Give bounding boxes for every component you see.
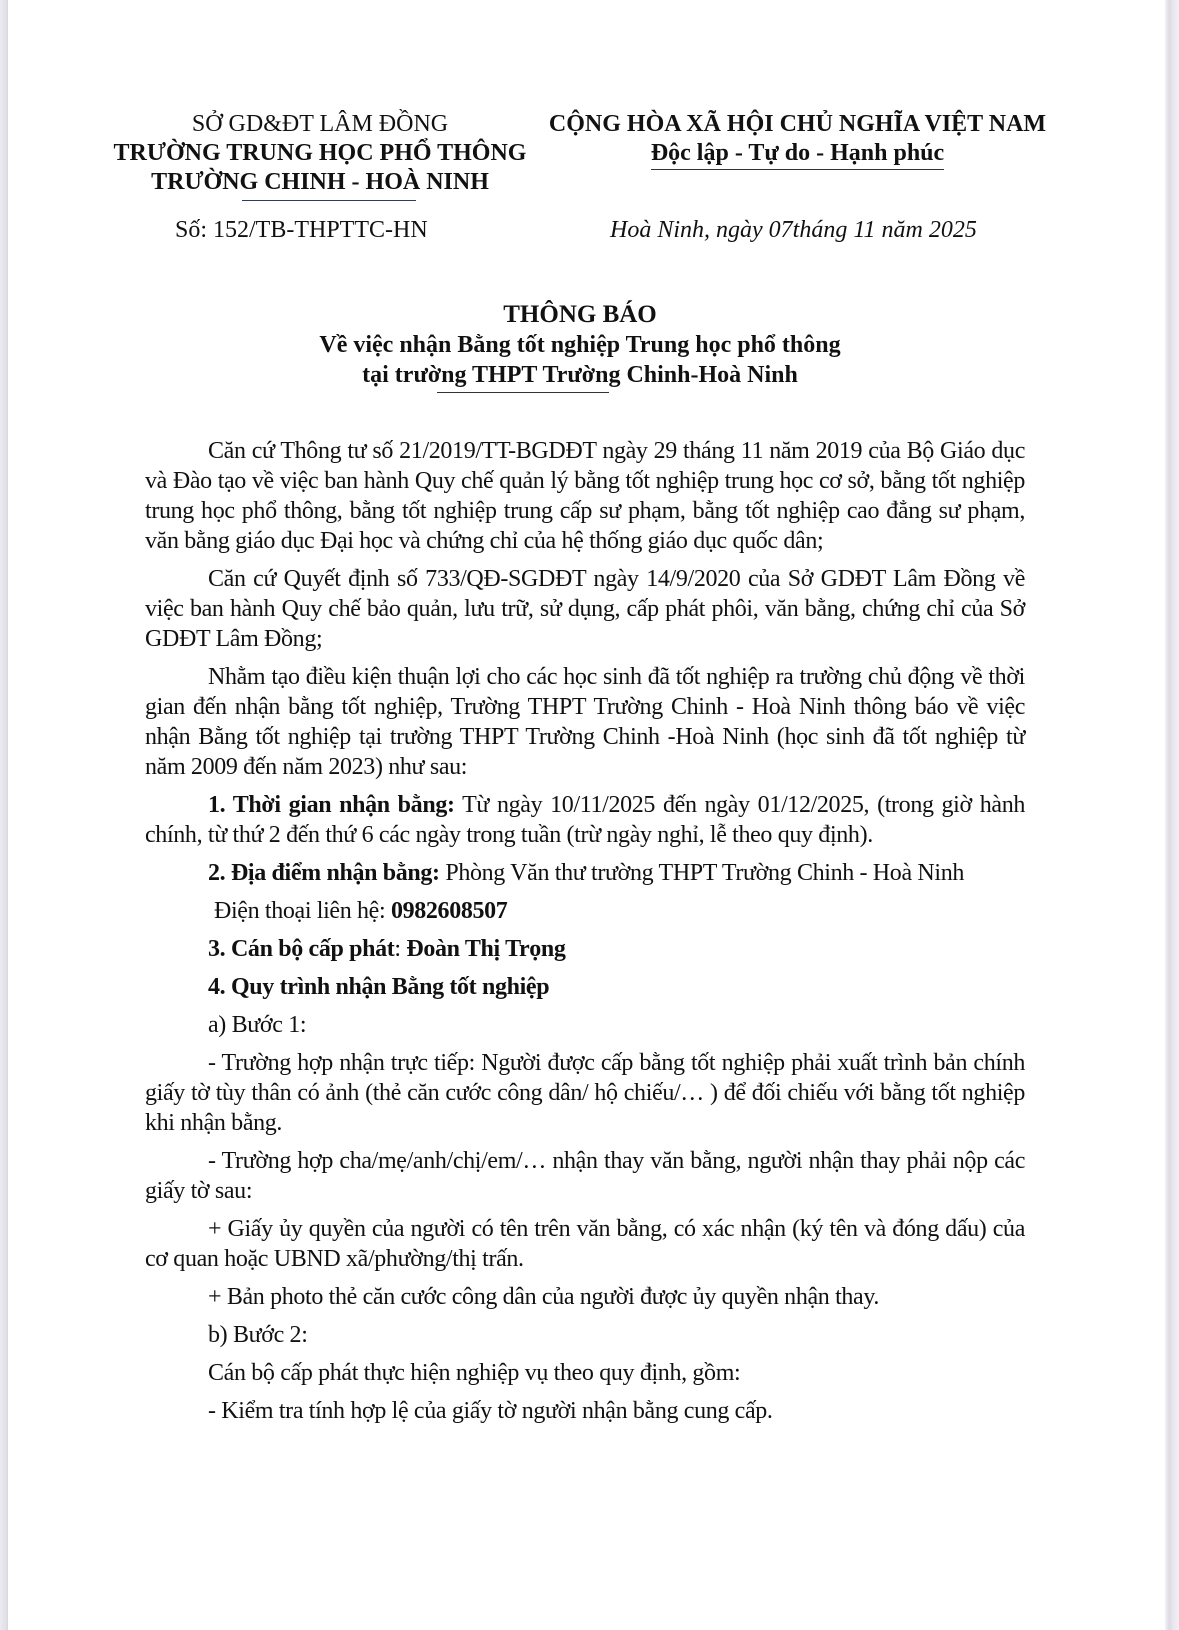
item-officer [145,934,1025,964]
proxy-document-2: + Bản photo thẻ căn cước công dân của người được ủy quyền nhận thay. [208,1284,880,1310]
step1-proxy-pickup: - Trường hợp cha/mẹ/anh/chị/em/… nhận thay văn bằng, người nhận thay phải nộp các giấy tờ sau: [145,1148,1025,1204]
school-name-line1: TRƯỜNG TRUNG HỌC PHỔ THÔNG [113,140,527,166]
item-procedure-heading: 4. Quy trình nhận Bằng tốt nghiệp [208,974,550,1000]
item-time-text: Từ ngày 10/11/2025 đến ngày 01/12/2025, (trong giờ hành chính, từ thứ 2 đến thứ 6 các ngày trong tuần (trừ ngày nghỉ, lễ theo quy định). [145,792,1025,848]
country-name: CỘNG HÒA XÃ HỘI CHỦ NGHĨA VIỆT NAM [548,111,1047,137]
step1-direct-pickup: - Trường hợp nhận trực tiếp: Người được cấp bằng tốt nghiệp phải xuất trình bản chính giấy tờ tùy thân có ảnh (thẻ căn cước công dân/ hộ chiếu/… ) để đối chiếu với bằng tốt nghiệp khi nhận bằng. [145,1050,1025,1136]
step1-label: a) Bước 1: [208,1012,307,1038]
phone-number: 0982608507 [390,898,508,924]
agency-name: SỞ GD&ĐT LÂM ĐỒNG [191,111,449,137]
phone-label: Điện thoại liên hệ: [214,898,391,924]
officer-name: Đoàn Thị Trọng [406,936,566,962]
contact-phone [145,896,1025,926]
step2-intro: Cán bộ cấp phát thực hiện nghiệp vụ theo quy định, gồm: [208,1360,741,1386]
purpose-paragraph: Nhằm tạo điều kiện thuận lợi cho các học sinh đã tốt nghiệp ra trường chủ động về thời gian đến nhận bằng tốt nghiệp, Trường THPT Trường Chinh - Hoà Ninh thông báo về việc nhận Bằng tốt nghiệp tại trường THPT Trường Chinh -Hoà Ninh (học sinh đã tốt nghiệp từ năm 2009 đến năm 2023) như sau: [145,664,1025,780]
page-edge-left [0,0,8,1630]
step2-item-1: - Kiểm tra tính hợp lệ của giấy tờ người nhận bằng cung cấp. [208,1398,773,1424]
issuer-block [90,110,550,201]
item-officer-colon: : [394,936,407,962]
school-name-line2: TRƯỜNG CHINH - HOÀ NINH [151,169,489,195]
page-edge-right [1165,0,1179,1630]
title-underline [437,392,609,393]
national-motto: Độc lập - Tự do - Hạnh phúc [651,139,944,170]
document-body [145,436,1025,1426]
item-officer-label: 3. Cán bộ cấp phát [208,936,395,962]
step2-label: b) Bước 2: [208,1322,308,1348]
national-heading [525,110,1070,170]
legal-basis-1: Căn cứ Thông tư số 21/2019/TT-BGDĐT ngày 29 tháng 11 năm 2019 của Bộ Giáo dục và Đào tạo về việc ban hành Quy chế quản lý bằng tốt nghiệp trung học cơ sở, bằng tốt nghiệp trung học phổ thông, bằng tốt nghiệp trung cấp sư phạm, bằng tốt nghiệp cao đẳng sư phạm, văn bằng giáo dục Đại học và chứng chỉ của hệ thống giáo dục quốc dân; [145,438,1025,554]
item-time-label: 1. Thời gian nhận bằng: [208,792,455,818]
proxy-document-1: + Giấy ủy quyền của người có tên trên văn bằng, có xác nhận (ký tên và đóng dấu) của cơ quan hoặc UBND xã/phường/thị trấn. [145,1216,1025,1272]
legal-basis-2: Căn cứ Quyết định số 733/QĐ-SGDĐT ngày 14/9/2020 của Sở GDĐT Lâm Đồng về việc ban hành Quy chế bảo quản, lưu trữ, sử dụng, cấp phát phôi, văn bằng, chứng chỉ của Sở GDĐT Lâm Đồng; [145,566,1025,652]
place-and-date: Hoà Ninh, ngày 07tháng 11 năm 2025 [610,217,977,243]
document-number: Số: 152/TB-THPTTC-HN [175,217,428,243]
item-location-text: Phòng Văn thư trường THPT Trường Chinh - Hoà Ninh [439,860,964,886]
title-subject-line1: Về việc nhận Bằng tốt nghiệp Trung học phổ thông [319,332,841,358]
title-main: THÔNG BÁO [503,301,657,328]
item-location-label: 2. Địa điểm nhận bằng: [208,860,440,886]
title-subject-line2: tại trường THPT Trường Chinh-Hoà Ninh [362,362,798,388]
item-time [145,790,1025,850]
issuer-underline [242,200,416,201]
item-location [145,858,1025,888]
notice-title [150,300,1010,393]
